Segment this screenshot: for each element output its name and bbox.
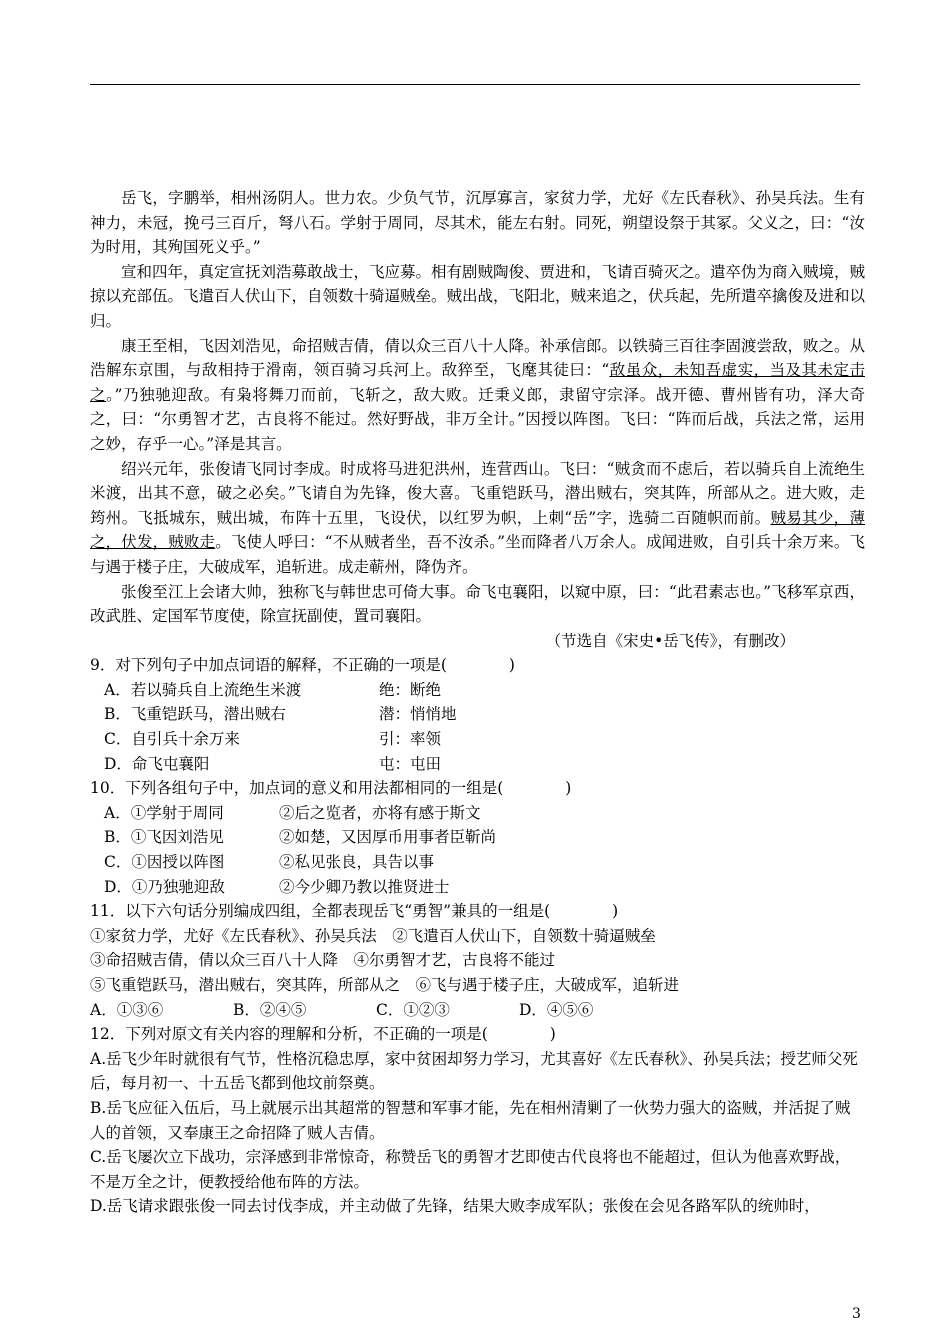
question-9-stem: 9．对下列句子中加点词语的解释，不正确的一项是( ) [90, 656, 515, 675]
question-10-stem: 10．下列各组句子中，加点词的意义和用法都相同的一组是( ) [90, 779, 572, 798]
question-11-line: ③命招贼吉倩，倩以众三百八十人降 ④尔勇智才艺，古良将不能过 [90, 951, 556, 970]
passage-paragraph-5: 张俊至江上会诸大帅，独称飞与韩世忠可倚大事。命飞屯襄阳，以窥中原，曰：“此君素志也。”飞移军京西，改武胜、定国军节度使，除宣抚副使，置司襄阳。 [90, 582, 865, 626]
question-10-option: B．①飞因刘浩见 ②如楚，又因厚币用事者臣靳尚 [104, 828, 497, 847]
source-note: （节选自《宋史•岳飞传》，有删改） [545, 631, 795, 650]
question-10-option: D．①乃独驰迎敌 ②今少卿乃教以推贤进士 [104, 877, 450, 896]
question-12-stem: 12．下列对原文有关内容的理解和分析，不正确的一项是( ) [90, 1025, 556, 1044]
header-rule [90, 84, 860, 85]
document-body [90, 186, 865, 1219]
underlined-sentence: 贼易其少，薄之，伏发，贼败走 [90, 508, 865, 552]
question-10-option: C．①因授以阵图 ②私见张良，具告以事 [104, 853, 435, 872]
question-12-option: B.岳飞应征入伍后，马上就展示出其超常的智慧和军事才能，先在相州清剿了一伙势力强大的盗贼，并活捉了贼人的首领，又奉康王之命招降了贼人吉倩。 [90, 1098, 851, 1142]
question-11-stem: 11．以下六句话分别编成四组，全都表现岳飞“勇智”兼具的一组是( ) [90, 902, 619, 921]
question-9-option: B．飞重铠跃马，潜出贼右 潜：悄悄地 [104, 705, 457, 724]
underlined-sentence: 敌虽众，未知吾虚实，当及其未定击之 [90, 361, 865, 404]
question-11-line: ⑤飞重铠跃马，潜出贼右，突其阵，所部从之 ⑥飞与遇于楼子庄，大破成军，追斩进 [90, 976, 680, 994]
question-9-option: C．自引兵十余万来 引：率领 [104, 730, 442, 749]
passage-paragraph-3: 康王至相，飞因刘浩见，命招贼吉倩，倩以众三百八十人降。补承信郎。以铁骑三百往李固渡尝敌，败之。从浩解东京围，与敌相持于滑南，领百骑习兵河上。敌猝至，飞麾其徒曰：“敌虽众，未知吾虚实，当及其未定击之。”乃独驰迎敌。有枭将舞刀而前，飞斩之，敌大败。迁秉义郎，隶留守宗泽。战开德、曹州皆有功，泽大奇之，曰：“尔勇智才艺，古良将不能过。然好野战，非万全计。”因授以阵图。飞曰：“阵而后战，兵法之常，运用之妙，存乎一心。”泽是其言。 [90, 336, 866, 453]
question-12-option: A.岳飞少年时就很有气节，性格沉稳忠厚，家中贫困却努力学习，尤其喜好《左氏春秋》、孙吴兵法；授艺师父死后，每月初一、十五岳飞都到他坟前祭奠。 [90, 1049, 858, 1093]
question-11-line: ①家贫力学，尤好《左氏春秋》、孙吴兵法 ②飞遣百人伏山下，自领数十骑逼贼垒 [90, 926, 656, 945]
passage-paragraph-4: 绍兴元年，张俊请飞同讨李成。时成将马进犯洪州，连营西山。飞曰：“贼贪而不虑后，若以骑兵自上流绝生米渡，出其不意，破之必矣。”飞请自为先锋，俊大喜。飞重铠跃马，潜出贼右，突其阵，所部从之。进大败，走筠州。飞抵城东，贼出城，布阵十五里，飞设伏，以红罗为帜，上刺“岳”字，选骑二百随帜而前。贼易其少，薄之，伏发，贼败走。飞使人呼曰：“不从贼者坐，吾不汝杀。”坐而降者八万余人。成闻进败，自引兵十余万来。飞与遇于楼子庄，大破成军，追斩进。成走蕲州，降伪齐。 [90, 459, 865, 576]
question-9-option: A．若以骑兵自上流绝生米渡 绝：断绝 [104, 680, 442, 699]
passage-paragraph-1: 岳飞，字鹏举，相州汤阴人。世力农。少负气节，沉厚寡言，家贫力学，尤好《左氏春秋》、孙吴兵法。生有神力，未冠，挽弓三百斤，弩八石。学射于周同，尽其术，能左右射。同死，朔望设祭于其冢。父义之，曰：“汝为时用，其殉国死义乎。” [90, 189, 865, 257]
question-11-choices: A．①③⑥ B．②④⑤ C．①②③ D．④⑤⑥ [90, 1000, 594, 1019]
passage-paragraph-2: 宣和四年，真定宣抚刘浩募敢战士，飞应募。相有剧贼陶俊、贾进和，飞请百骑灭之。遣卒伪为商入贼境，贼掠以充部伍。飞遣百人伏山下，自领数十骑逼贼垒。贼出战，飞阳北，贼来追之，伏兵起，先所遣卒擒俊及进和以归。 [90, 262, 866, 330]
question-12-option: C.岳飞屡次立下战功，宗泽感到非常惊奇，称赞岳飞的勇智才艺即使古代良将也不能超过，但认为他喜欢野战，不是万全之计，便教授给他布阵的方法。 [90, 1148, 851, 1191]
page-number: 3 [852, 1306, 861, 1322]
question-12-option: D.岳飞请求跟张俊一同去讨伐李成，并主动做了先锋，结果大败李成军队；张俊在会见各路军队的统帅时， [90, 1197, 820, 1216]
question-10-option: A．①学射于周同 ②后之览者，亦将有感于斯文 [104, 803, 481, 822]
question-9-option: D．命飞屯襄阳 屯：屯田 [104, 754, 442, 773]
